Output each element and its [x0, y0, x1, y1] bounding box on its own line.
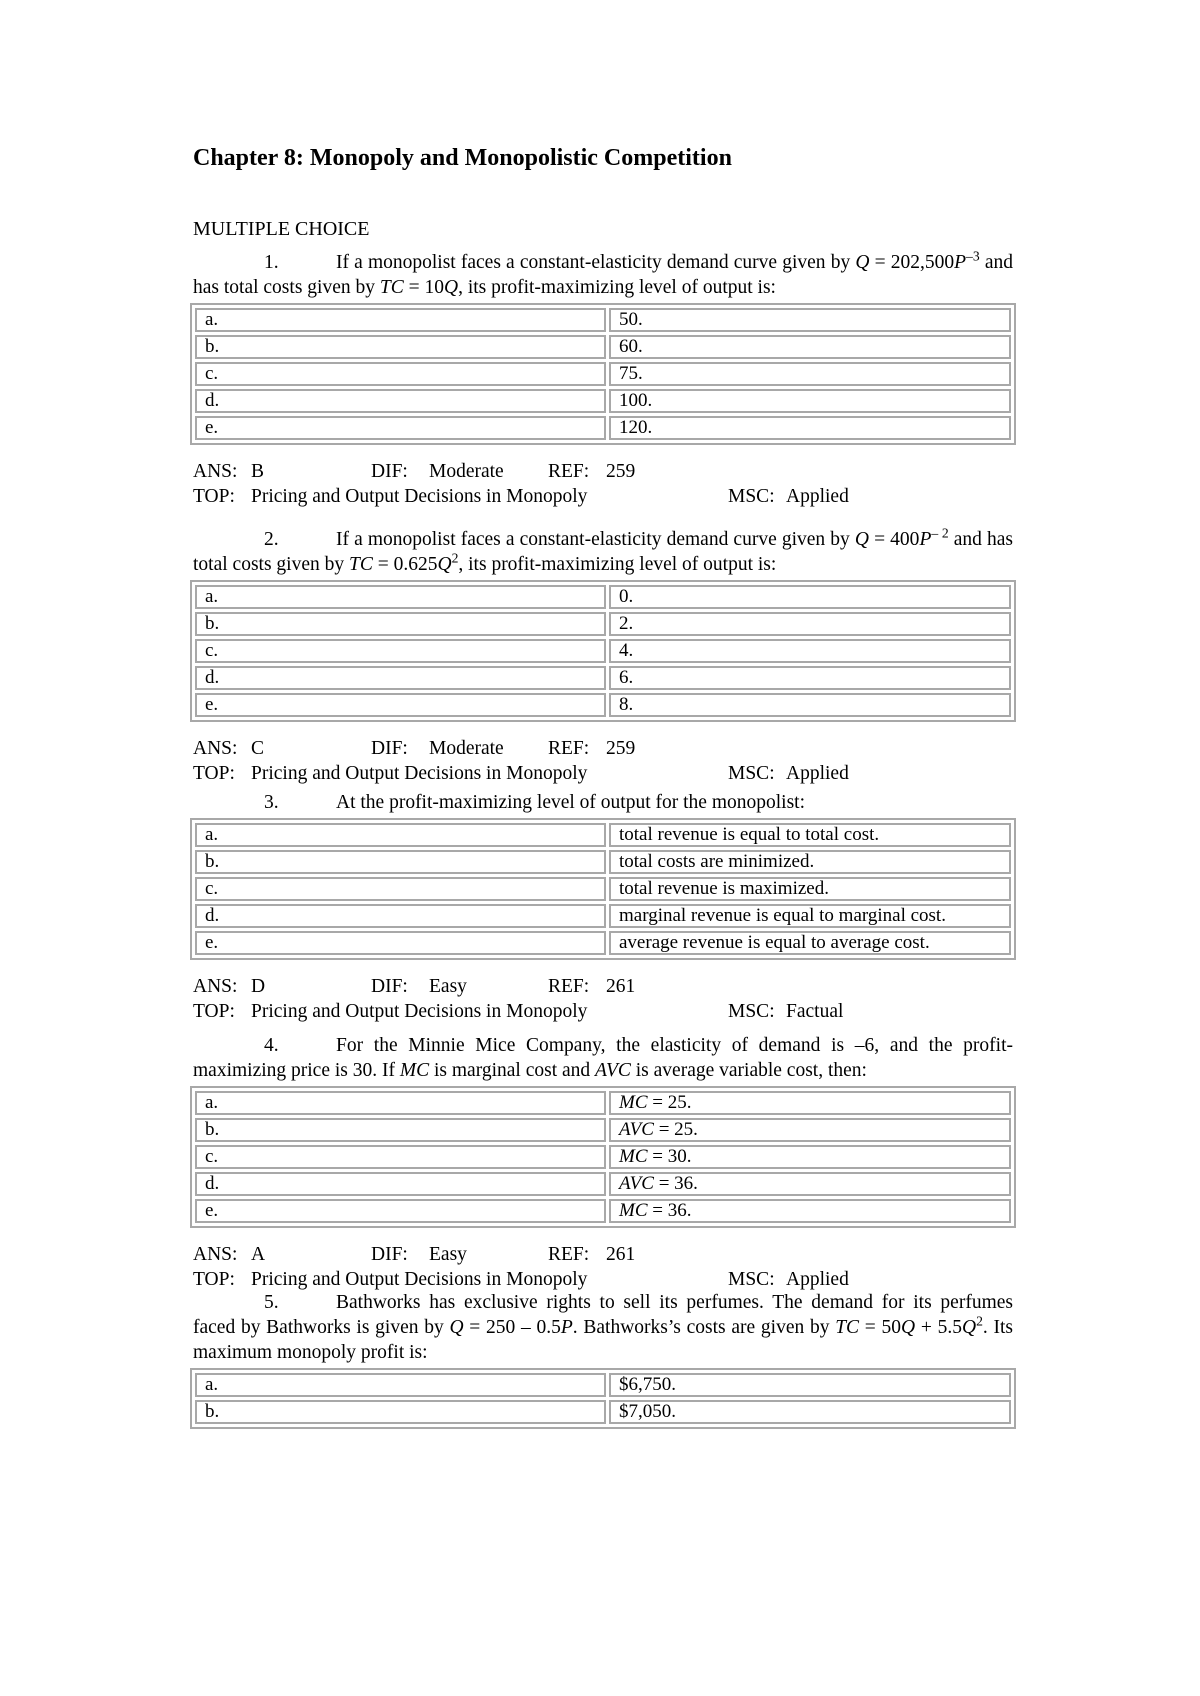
msc-value: Applied	[786, 1269, 849, 1290]
option-text: average revenue is equal to average cost.	[609, 931, 1011, 955]
option-row	[195, 1172, 1011, 1196]
difficulty-label: DIF:	[371, 461, 408, 482]
answer-label: ANS:	[193, 976, 238, 997]
reference-value: 261	[606, 976, 636, 997]
difficulty-value: Moderate	[429, 738, 504, 759]
question-text: If a monopolist faces a constant-elasticity demand curve given by $Q = 400P^{- 2}$ and has total costs given by TC = $0.625Q^2$, its profit-maximizing level of output is:	[193, 525, 1013, 575]
question-text: Bathworks has exclusive rights to sell its perfumes. The demand for its perfumes faced by Bathworks is given by Q = 250 – 0.5P. Bathworks’s costs are given by TC = $50Q + 5.5Q^2$. Its maximum monopoly profit is:	[193, 1292, 1013, 1363]
metadata-row-topic	[193, 1267, 1013, 1292]
option-text: 6.	[609, 666, 1011, 690]
option-text: AVC = 36.	[609, 1172, 1011, 1196]
option-letter: c.	[195, 877, 606, 901]
option-letter: a.	[195, 823, 606, 847]
option-letter: e.	[195, 1199, 606, 1223]
answer-metadata	[193, 1242, 1013, 1292]
difficulty-value: Moderate	[429, 461, 504, 482]
metadata-row-answer	[193, 1242, 1013, 1267]
msc-value: Applied	[786, 763, 849, 784]
option-letter: c.	[195, 639, 606, 663]
answer-value: C	[251, 738, 265, 759]
question-4	[193, 1033, 1013, 1292]
topic-value: Pricing and Output Decisions in Monopoly	[251, 763, 588, 784]
option-text: total revenue is equal to total cost.	[609, 823, 1011, 847]
option-letter: e.	[195, 931, 606, 955]
option-text: 75.	[609, 362, 1011, 386]
option-letter: e.	[195, 693, 606, 717]
option-row	[195, 612, 1011, 636]
msc-label: MSC:	[728, 1269, 775, 1290]
topic-value: Pricing and Output Decisions in Monopoly	[251, 1269, 588, 1290]
msc-value: Factual	[786, 1001, 844, 1022]
answer-options-table	[190, 818, 1016, 960]
metadata-row-answer	[193, 459, 1013, 484]
question-number: 1.	[264, 252, 279, 273]
question-stem	[193, 527, 1013, 577]
option-text: MC = 36.	[609, 1199, 1011, 1223]
option-row	[195, 362, 1011, 386]
answer-metadata	[193, 459, 1013, 509]
option-row	[195, 1199, 1011, 1223]
answer-label: ANS:	[193, 461, 238, 482]
chapter-title: Chapter 8: Monopoly and Monopolistic Competition	[193, 145, 732, 171]
option-text: total revenue is maximized.	[609, 877, 1011, 901]
question-number: 2.	[264, 529, 279, 550]
option-row	[195, 666, 1011, 690]
question-number: 5.	[264, 1292, 279, 1313]
answer-metadata	[193, 974, 1013, 1024]
question-text: If a monopolist faces a constant-elasticity demand curve given by $Q = 202,500P^{-3}$ and has total costs given by TC = 10Q, its profit-maximizing level of output is:	[193, 248, 1013, 298]
answer-value: A	[251, 1244, 266, 1265]
answer-label: ANS:	[193, 738, 238, 759]
question-number: 4.	[264, 1035, 279, 1056]
question-1	[193, 250, 1013, 509]
question-stem	[193, 250, 1013, 300]
difficulty-value: Easy	[429, 976, 467, 997]
option-text: MC = 30.	[609, 1145, 1011, 1169]
difficulty-label: DIF:	[371, 738, 408, 759]
option-row	[195, 389, 1011, 413]
reference-label: REF:	[548, 738, 590, 759]
option-text: $6,750.	[609, 1373, 1011, 1397]
option-text: 60.	[609, 335, 1011, 359]
metadata-row-topic	[193, 999, 1013, 1024]
msc-label: MSC:	[728, 1001, 775, 1022]
reference-value: 261	[606, 1244, 636, 1265]
reference-value: 259	[606, 461, 636, 482]
option-letter: a.	[195, 308, 606, 332]
option-text: 2.	[609, 612, 1011, 636]
metadata-row-answer	[193, 736, 1013, 761]
reference-label: REF:	[548, 1244, 590, 1265]
msc-label: MSC:	[728, 486, 775, 507]
metadata-row-answer	[193, 974, 1013, 999]
answer-metadata	[193, 736, 1013, 786]
reference-label: REF:	[548, 461, 590, 482]
question-text: At the profit-maximizing level of output for the monopolist:	[336, 792, 805, 813]
question-stem	[193, 1290, 1013, 1365]
option-text: MC = 25.	[609, 1091, 1011, 1115]
option-row	[195, 693, 1011, 717]
option-row	[195, 308, 1011, 332]
msc-value: Applied	[786, 486, 849, 507]
answer-value: D	[251, 976, 266, 997]
answer-label: ANS:	[193, 1244, 238, 1265]
option-letter: a.	[195, 585, 606, 609]
option-text: 120.	[609, 416, 1011, 440]
question-5	[193, 1290, 1013, 1429]
option-letter: b.	[195, 1400, 606, 1424]
option-row	[195, 1373, 1011, 1397]
option-letter: d.	[195, 1172, 606, 1196]
reference-label: REF:	[548, 976, 590, 997]
difficulty-label: DIF:	[371, 976, 408, 997]
topic-label: TOP:	[193, 1001, 235, 1022]
topic-label: TOP:	[193, 763, 235, 784]
reference-value: 259	[606, 738, 636, 759]
option-row	[195, 1091, 1011, 1115]
option-row	[195, 639, 1011, 663]
option-letter: d.	[195, 389, 606, 413]
question-3	[193, 790, 1013, 1024]
option-letter: d.	[195, 904, 606, 928]
answer-options-table	[190, 1368, 1016, 1429]
difficulty-value: Easy	[429, 1244, 467, 1265]
option-letter: c.	[195, 1145, 606, 1169]
option-row	[195, 585, 1011, 609]
option-row	[195, 823, 1011, 847]
option-text: 0.	[609, 585, 1011, 609]
question-number: 3.	[264, 792, 279, 813]
option-row	[195, 1118, 1011, 1142]
option-text: marginal revenue is equal to marginal cost.	[609, 904, 1011, 928]
option-row	[195, 877, 1011, 901]
option-letter: a.	[195, 1373, 606, 1397]
answer-options-table	[190, 580, 1016, 722]
section-heading: MULTIPLE CHOICE	[193, 218, 370, 240]
option-row	[195, 1145, 1011, 1169]
option-row	[195, 931, 1011, 955]
option-row	[195, 335, 1011, 359]
option-text: $7,050.	[609, 1400, 1011, 1424]
option-row	[195, 850, 1011, 874]
option-text: 8.	[609, 693, 1011, 717]
option-letter: e.	[195, 416, 606, 440]
answer-value: B	[251, 461, 265, 482]
question-stem	[193, 790, 1013, 815]
difficulty-label: DIF:	[371, 1244, 408, 1265]
question-text: For the Minnie Mice Company, the elasticity of demand is –6, and the profit-maximizing price is 30. If MC is marginal cost and AVC is average variable cost, then:	[193, 1035, 1013, 1081]
topic-label: TOP:	[193, 1269, 235, 1290]
topic-label: TOP:	[193, 486, 235, 507]
topic-value: Pricing and Output Decisions in Monopoly	[251, 486, 588, 507]
option-text: 4.	[609, 639, 1011, 663]
option-letter: a.	[195, 1091, 606, 1115]
msc-label: MSC:	[728, 763, 775, 784]
option-letter: b.	[195, 1118, 606, 1142]
question-2	[193, 527, 1013, 786]
option-row	[195, 904, 1011, 928]
option-letter: c.	[195, 362, 606, 386]
topic-value: Pricing and Output Decisions in Monopoly	[251, 1001, 588, 1022]
metadata-row-topic	[193, 761, 1013, 786]
option-text: AVC = 25.	[609, 1118, 1011, 1142]
option-row	[195, 1400, 1011, 1424]
option-text: 100.	[609, 389, 1011, 413]
question-stem	[193, 1033, 1013, 1083]
option-row	[195, 416, 1011, 440]
option-text: total costs are minimized.	[609, 850, 1011, 874]
option-text: 50.	[609, 308, 1011, 332]
option-letter: b.	[195, 335, 606, 359]
answer-options-table	[190, 303, 1016, 445]
option-letter: b.	[195, 850, 606, 874]
answer-options-table	[190, 1086, 1016, 1228]
option-letter: d.	[195, 666, 606, 690]
metadata-row-topic	[193, 484, 1013, 509]
option-letter: b.	[195, 612, 606, 636]
